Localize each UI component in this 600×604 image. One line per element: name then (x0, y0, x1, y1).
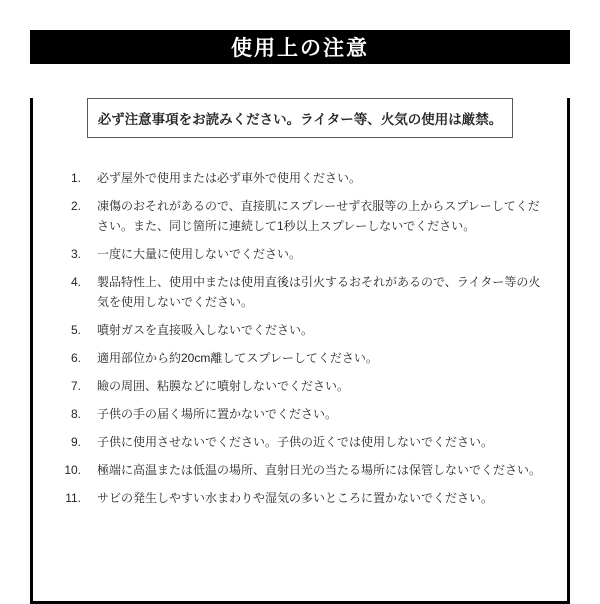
item-text: 噴射ガスを直接吸入しないでください。 (97, 323, 314, 337)
sheet-body (30, 98, 570, 604)
item-text: 瞼の周囲、粘膜などに噴射しないでください。 (97, 379, 350, 393)
list-item (51, 196, 547, 236)
list-item (51, 348, 547, 368)
item-number: 6. (70, 351, 81, 365)
list-item (51, 244, 547, 264)
item-text: 凍傷のおそれがあるので、直接肌にスプレーせず衣服等の上からスプレーしてください。また、同じ箇所に連続して1秒以上スプレーしないでください。 (97, 199, 540, 233)
item-number: 9. (70, 435, 81, 449)
precautions-list (33, 168, 567, 508)
item-number: 1. (70, 171, 81, 185)
item-text: 製品特性上、使用中または使用直後は引火するおそれがあるので、ライター等の火気を使用しないでください。 (97, 275, 541, 309)
item-number: 2. (70, 199, 81, 213)
warning-banner: 必ず注意事項をお読みください。ライター等、火気の使用は厳禁。 (87, 98, 513, 138)
item-text: 必ず屋外で使用または必ず車外で使用ください。 (97, 171, 362, 185)
item-number: 5. (70, 323, 81, 337)
item-text: 一度に大量に使用しないでください。 (97, 247, 302, 261)
item-number: 3. (70, 247, 81, 261)
item-text: サビの発生しやすい水まわりや湿気の多いところに置かないでください。 (97, 491, 494, 505)
list-item (51, 460, 547, 480)
sheet-header (30, 30, 570, 64)
list-item (51, 168, 547, 188)
item-number: 4. (70, 275, 81, 289)
item-number: 7. (70, 379, 81, 393)
item-text: 子供の手の届く場所に置かないでください。 (97, 407, 338, 421)
item-text: 極端に高温または低温の場所、直射日光の当たる場所には保管しないでください。 (97, 463, 542, 477)
list-item (51, 488, 547, 508)
list-item (51, 404, 547, 424)
list-item (51, 272, 547, 312)
list-item (51, 432, 547, 452)
item-number: 11. (65, 491, 81, 505)
caution-sheet (30, 30, 570, 570)
item-number: 8. (70, 407, 81, 421)
item-text: 適用部位から約20cm離してスプレーしてください。 (97, 351, 378, 365)
item-text: 子供に使用させないでください。子供の近くでは使用しないでください。 (97, 435, 494, 449)
list-item (51, 320, 547, 340)
item-number: 10. (64, 463, 81, 477)
page-title: 使用上の注意 (231, 37, 369, 60)
list-item (51, 376, 547, 396)
